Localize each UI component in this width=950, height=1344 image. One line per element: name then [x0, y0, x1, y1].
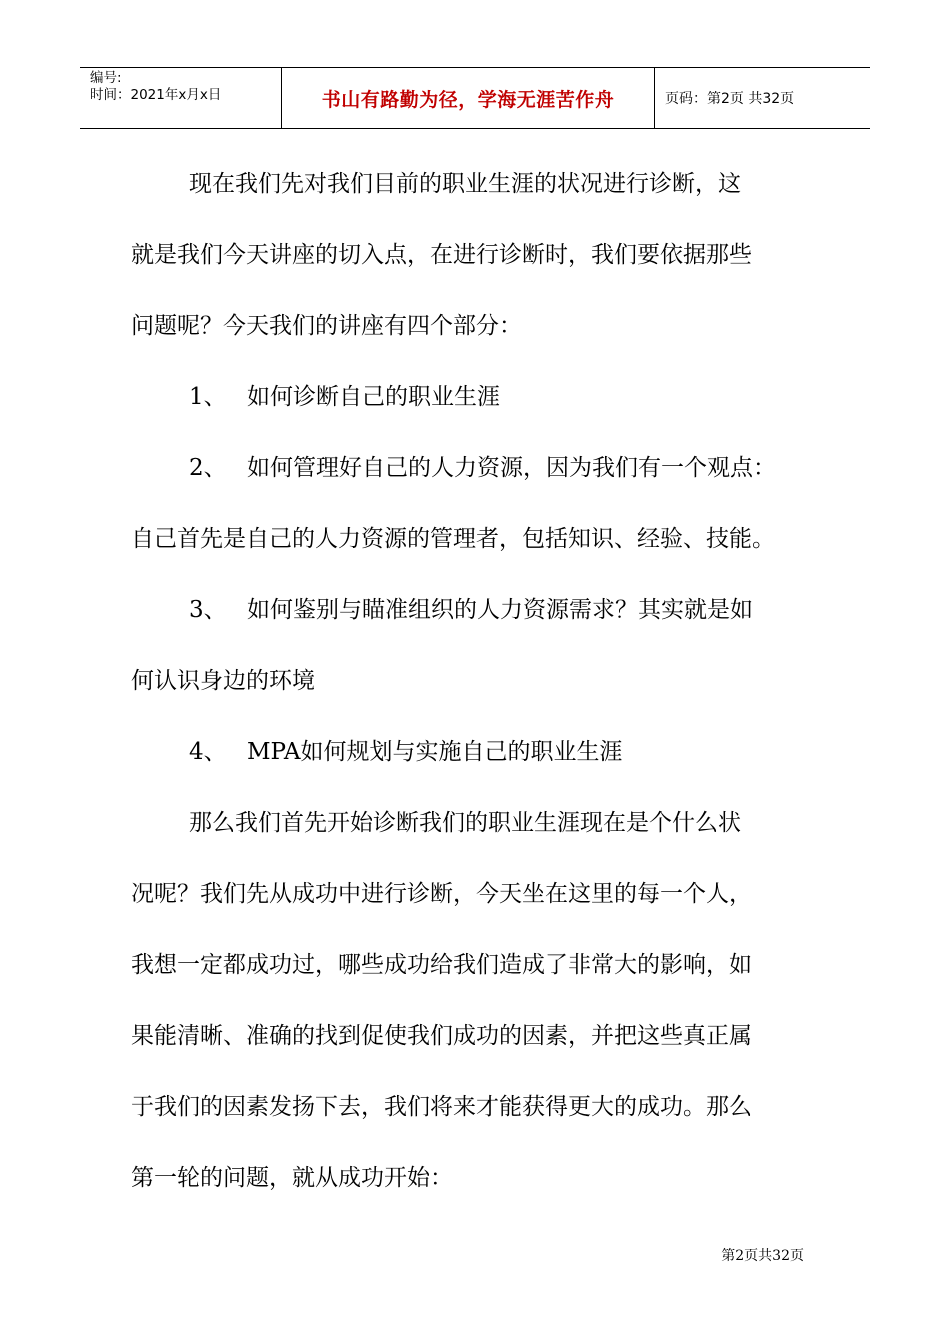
- list-item-2: [131, 436, 821, 507]
- paragraph-line: 果能清晰、准确的找到促使我们成功的因素，并把这些真正属: [131, 1023, 752, 1049]
- document-body: [131, 152, 821, 1217]
- paragraph-line: 第一轮的问题，就从成功开始：: [131, 1165, 453, 1191]
- list-item-1: [131, 365, 821, 436]
- header-meta: [80, 68, 282, 128]
- paragraph-line: 况呢？我们先从成功中进行诊断，今天坐在这里的每一个人，: [131, 881, 752, 907]
- paragraph-line: 于我们的因素发扬下去，我们将来才能获得更大的成功。那么: [131, 1094, 752, 1120]
- doc-number-label: 编号:: [90, 70, 122, 86]
- paragraph-line: 那么我们首先开始诊断我们的职业生涯现在是个什么状: [189, 810, 741, 836]
- list-item-3-continuation: 何认识身边的环境: [131, 668, 315, 694]
- list-item-4: [131, 720, 821, 791]
- list-item-3: [131, 578, 821, 649]
- page-footer: 第2页共32页: [721, 1248, 804, 1264]
- list-number: 4、: [189, 739, 227, 765]
- list-item-2-continuation: 自己首先是自己的人力资源的管理者，包括知识、经验、技能。: [131, 526, 775, 552]
- header-motto: 书山有路勤为径，学海无涯苦作舟: [282, 68, 655, 128]
- paragraph-line: 问题呢？今天我们的讲座有四个部分：: [131, 313, 522, 339]
- list-text: 如何鉴别与瞄准组织的人力资源需求？其实就是如: [247, 597, 753, 623]
- date-label: 时间：2021年x月x日: [90, 87, 222, 103]
- paragraph-line: 就是我们今天讲座的切入点，在进行诊断时，我们要依据那些: [131, 242, 752, 268]
- list-number: 3、: [189, 597, 227, 623]
- list-number: 2、: [189, 455, 227, 481]
- header-page-info: 页码：第2页 共32页: [665, 91, 795, 107]
- paragraph-line: 现在我们先对我们目前的职业生涯的状况进行诊断，这: [189, 171, 741, 197]
- list-text: 如何诊断自己的职业生涯: [247, 384, 500, 410]
- list-number: 1、: [189, 384, 227, 410]
- page-header: [80, 67, 870, 129]
- paragraph-line: 我想一定都成功过，哪些成功给我们造成了非常大的影响，如: [131, 952, 752, 978]
- list-text: MPA如何规划与实施自己的职业生涯: [247, 739, 623, 765]
- list-text: 如何管理好自己的人力资源，因为我们有一个观点：: [247, 455, 776, 481]
